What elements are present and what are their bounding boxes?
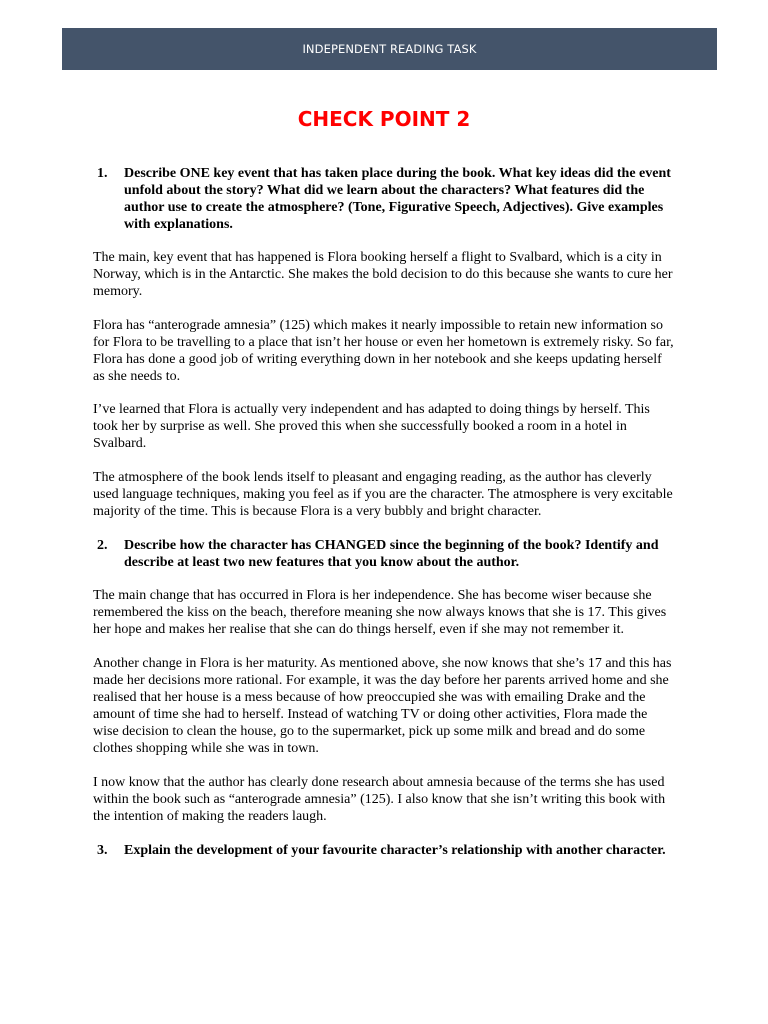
question-text: Describe how the character has CHANGED since the beginning of the book? Identify and describe at least two new features that you know about the author.	[124, 538, 659, 570]
answer-paragraph: The main change that has occurred in Flora is her independence. She has become wiser because she remembered the kiss on the beach, therefore meaning she now always knows that she is 17. This gives her hope and makes her realise that she can do things herself, even if she may not remember it.	[93, 588, 667, 637]
question-2	[93, 537, 675, 571]
page-title: CHECK POINT 2	[297, 107, 471, 131]
question-number: 2.	[97, 538, 108, 553]
header-bar	[62, 28, 717, 70]
question-3	[93, 842, 675, 859]
answer-paragraph: Another change in Flora is her maturity. As mentioned above, she now knows that she’s 17 and this has made her decisions more rational. For example, it was the day before her parents arrived home and she realised that her house is a mess because of how preoccupied she was with emailing Drake and the amount of time she had to herself. Instead of watching TV or doing other activities, Flora made the wise decision to clean the house, go to the supermarket, pick up some milk and bread and do some clothes shopping while she was in town.	[93, 656, 672, 756]
header-text: INDEPENDENT READING TASK	[302, 42, 477, 56]
question-number: 1.	[97, 166, 108, 181]
answer-paragraph: Flora has “anterograde amnesia” (125) which makes it nearly impossible to retain new information so for Flora to be travelling to a place that isn’t her house or even her hometown is extremely risky. So far, Flora has done a good job of writing everything down in her notebook and she keeps updating herself as she needs to.	[93, 318, 674, 384]
document-body	[93, 165, 675, 859]
answer-paragraph: The atmosphere of the book lends itself to pleasant and engaging reading, as the author has cleverly used language techniques, making you feel as if you are the character. The atmosphere is very excitable majority of the time. This is because Flora is a very bubbly and bright character.	[93, 470, 673, 519]
question-text: Describe ONE key event that has taken place during the book. What key ideas did the event unfold about the story? What did we learn about the characters? What features did the author use to create the atmosphere? (Tone, Figurative Speech, Adjectives). Give examples with explanations.	[124, 166, 671, 232]
answer-paragraph: I’ve learned that Flora is actually very independent and has adapted to doing things by herself. This took her by surprise as well. She proved this when she successfully booked a room in a hotel in Svalbard.	[93, 402, 650, 451]
question-number: 3.	[97, 843, 108, 858]
answer-paragraph: I now know that the author has clearly done research about amnesia because of the terms she has used within the book such as “anterograde amnesia” (125). I also know that she isn’t writing this book with the intention of making the readers laugh.	[93, 775, 666, 824]
question-1	[93, 165, 675, 233]
answer-paragraph: The main, key event that has happened is Flora booking herself a flight to Svalbard, which is a city in Norway, which is in the Antarctic. She makes the bold decision to do this because she wants to cure her memory.	[93, 250, 673, 299]
question-text: Explain the development of your favourite character’s relationship with another character.	[124, 843, 666, 858]
